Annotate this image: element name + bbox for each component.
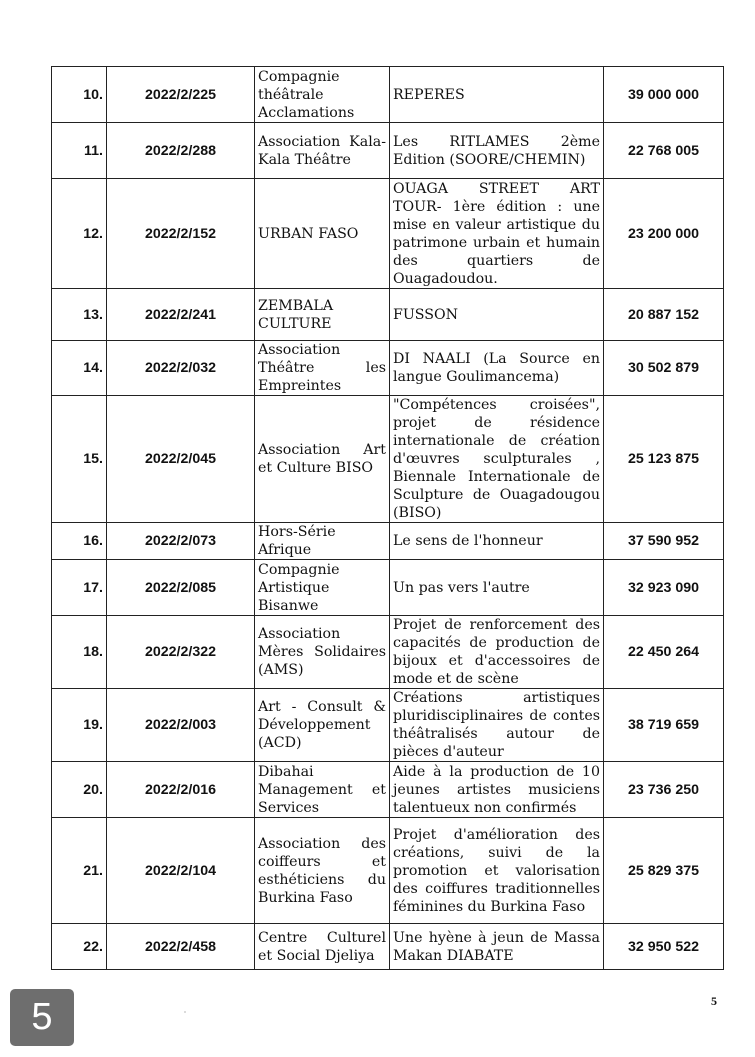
grants-table-body (52, 67, 724, 970)
row-number: 15. (52, 396, 107, 523)
row-number: 22. (52, 924, 107, 970)
file-reference: 2022/2/458 (107, 924, 255, 970)
organization-name: Dibahai Management et Services (255, 762, 390, 818)
table-row (52, 924, 724, 970)
organization-name: Hors-Série Afrique (255, 523, 390, 560)
file-reference: 2022/2/322 (107, 616, 255, 689)
organization-name: ZEMBALA CULTURE (255, 289, 390, 341)
table-row (52, 616, 724, 689)
organization-name: URBAN FASO (255, 179, 390, 289)
table-row (52, 762, 724, 818)
row-number: 12. (52, 179, 107, 289)
project-title: FUSSON (390, 289, 604, 341)
file-reference: 2022/2/073 (107, 523, 255, 560)
file-reference: 2022/2/104 (107, 818, 255, 924)
project-title: Projet de renforcement des capacités de production de bijoux et d'accessoires de mode et de scène (390, 616, 604, 689)
grant-amount: 37 590 952 (604, 523, 724, 560)
table-row (52, 289, 724, 341)
file-reference: 2022/2/003 (107, 689, 255, 762)
file-reference: 2022/2/225 (107, 67, 255, 123)
grant-amount: 25 829 375 (604, 818, 724, 924)
project-title: Le sens de l'honneur (390, 523, 604, 560)
grant-amount: 32 923 090 (604, 560, 724, 616)
row-number: 18. (52, 616, 107, 689)
project-title: DI NAALI (La Source en langue Goulimancema) (390, 341, 604, 396)
table-row (52, 396, 724, 523)
project-title: Les RITLAMES 2ème Edition (SOORE/CHEMIN) (390, 123, 604, 179)
grant-amount: 39 000 000 (604, 67, 724, 123)
grant-amount: 38 719 659 (604, 689, 724, 762)
organization-name: Compagnie théâtrale Acclamations (255, 67, 390, 123)
table-row (52, 67, 724, 123)
grant-amount: 32 950 522 (604, 924, 724, 970)
row-number: 21. (52, 818, 107, 924)
table-row (52, 523, 724, 560)
row-number: 11. (52, 123, 107, 179)
file-reference: 2022/2/016 (107, 762, 255, 818)
row-number: 20. (52, 762, 107, 818)
row-number: 17. (52, 560, 107, 616)
table-row (52, 818, 724, 924)
organization-name: Association Kala-Kala Théâtre (255, 123, 390, 179)
organization-name: Association Art et Culture BISO (255, 396, 390, 523)
table-row (52, 123, 724, 179)
organization-name: Compagnie Artistique Bisanwe (255, 560, 390, 616)
grants-table (51, 66, 724, 970)
page-badge: 5 (10, 989, 74, 1046)
grant-amount: 23 736 250 (604, 762, 724, 818)
organization-name: Centre Culturel et Social Djeliya (255, 924, 390, 970)
file-reference: 2022/2/152 (107, 179, 255, 289)
row-number: 19. (52, 689, 107, 762)
organization-name: Association des coiffeurs et esthéticiens du Burkina Faso (255, 818, 390, 924)
project-title: Aide à la production de 10 jeunes artistes musiciens talentueux non confirmés (390, 762, 604, 818)
table-row (52, 179, 724, 289)
grant-amount: 23 200 000 (604, 179, 724, 289)
page-number: 5 (711, 994, 717, 1008)
organization-name: Association Théâtre les Empreintes (255, 341, 390, 396)
file-reference: 2022/2/032 (107, 341, 255, 396)
organization-name: Art - Consult & Développement (ACD) (255, 689, 390, 762)
project-title: Projet d'amélioration des créations, suivi de la promotion et valorisation des coiffures traditionnelles féminines du Burkina Faso (390, 818, 604, 924)
grant-amount: 30 502 879 (604, 341, 724, 396)
scan-speck (184, 1011, 186, 1013)
project-title: OUAGA STREET ART TOUR- 1ère édition : une mise en valeur artistique du patrimone urbain et humain des quartiers de Ouagadoudou. (390, 179, 604, 289)
project-title: Une hyène à jeun de Massa Makan DIABATE (390, 924, 604, 970)
organization-name: Association Mères Solidaires (AMS) (255, 616, 390, 689)
file-reference: 2022/2/045 (107, 396, 255, 523)
grant-amount: 22 450 264 (604, 616, 724, 689)
grant-amount: 25 123 875 (604, 396, 724, 523)
table-row (52, 341, 724, 396)
file-reference: 2022/2/288 (107, 123, 255, 179)
row-number: 10. (52, 67, 107, 123)
row-number: 16. (52, 523, 107, 560)
row-number: 14. (52, 341, 107, 396)
row-number: 13. (52, 289, 107, 341)
grant-amount: 20 887 152 (604, 289, 724, 341)
table-row (52, 560, 724, 616)
project-title: REPERES (390, 67, 604, 123)
table-row (52, 689, 724, 762)
file-reference: 2022/2/241 (107, 289, 255, 341)
file-reference: 2022/2/085 (107, 560, 255, 616)
project-title: "Compétences croisées", projet de résidence internationale de création d'œuvres sculpturales , Biennale Internationale de Sculpture de Ouagadougou (BISO) (390, 396, 604, 523)
project-title: Un pas vers l'autre (390, 560, 604, 616)
grant-amount: 22 768 005 (604, 123, 724, 179)
project-title: Créations artistiques pluridisciplinaires de contes théâtralisés autour de pièces d'auteur (390, 689, 604, 762)
